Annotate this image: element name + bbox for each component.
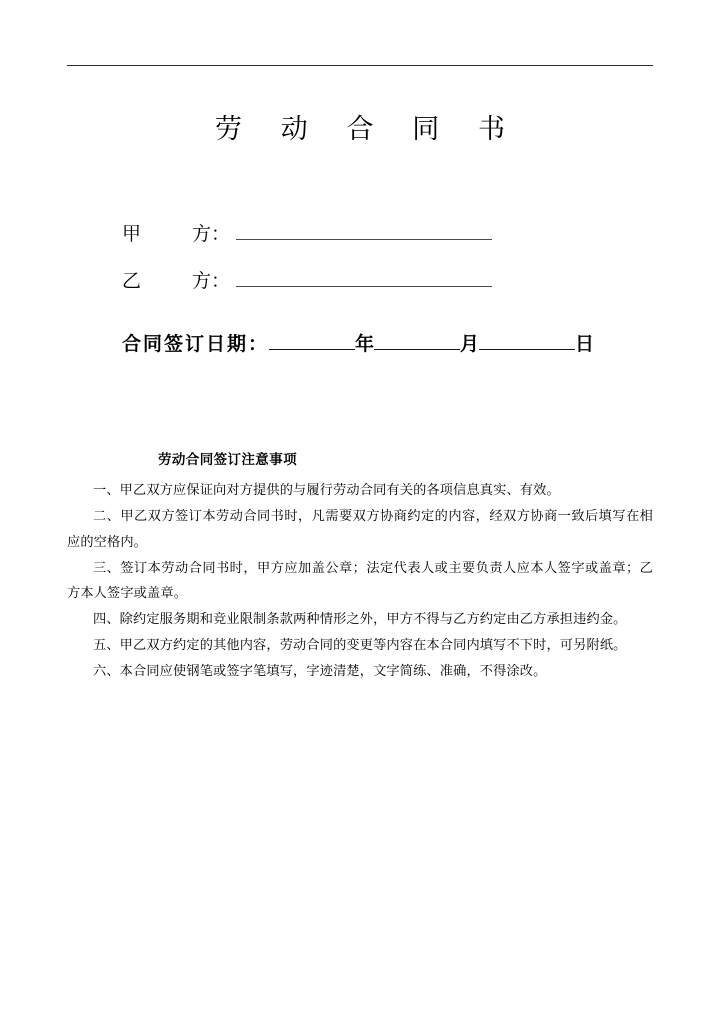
note-item: 一、甲乙双方应保证向对方提供的与履行劳动合同有关的各项信息真实、有效。: [93, 482, 560, 497]
signing-date-label: 合同签订日期：: [122, 334, 270, 355]
signing-date-month-input[interactable]: [374, 330, 460, 350]
signing-date-month-unit: 月: [460, 334, 480, 355]
party-a-input[interactable]: [236, 219, 492, 240]
party-a-label: 甲: [122, 224, 142, 245]
signing-date-day-unit: 日: [575, 334, 595, 355]
party-a-field-word: 方: [192, 224, 212, 245]
party-b-row: [122, 266, 492, 296]
party-b-colon: ：: [211, 271, 231, 292]
signing-date-year-unit: 年: [355, 334, 375, 355]
signing-date-day-input[interactable]: [479, 330, 575, 350]
signing-date-year-input[interactable]: [269, 330, 355, 350]
signing-date-row: [122, 330, 594, 359]
party-a-row: [122, 219, 492, 249]
party-b-label: 乙: [122, 271, 142, 292]
notes-body: [67, 477, 653, 684]
note-item: 二、甲乙双方签订本劳动合同书时，凡需要双方协商约定的内容，经双方协商一致后填写在相应的空格内。: [67, 508, 653, 549]
party-b-input[interactable]: [236, 266, 492, 287]
note-item: 五、甲乙双方约定的其他内容，劳动合同的变更等内容在本合同内填写不下时，可另附纸。: [93, 637, 627, 652]
notes-heading: 劳动合同签订注意事项: [158, 452, 297, 467]
note-item: 六、本合同应使钢笔或签字笔填写，字迹清楚，文字简练、准确，不得涂改。: [93, 663, 547, 678]
note-item: 三、签订本劳动合同书时，甲方应加盖公章；法定代表人或主要负责人应本人签字或盖章；乙方本人签字或盖章。: [67, 559, 653, 600]
note-item: 四、除约定服务期和竞业限制条款两种情形之外，甲方不得与乙方约定由乙方承担违约金。: [93, 611, 627, 626]
header-divider-rule: [67, 65, 653, 66]
page-title: 劳 动 合 同 书: [215, 114, 521, 144]
party-b-field-word: 方: [192, 271, 212, 292]
party-a-colon: ：: [211, 224, 231, 245]
